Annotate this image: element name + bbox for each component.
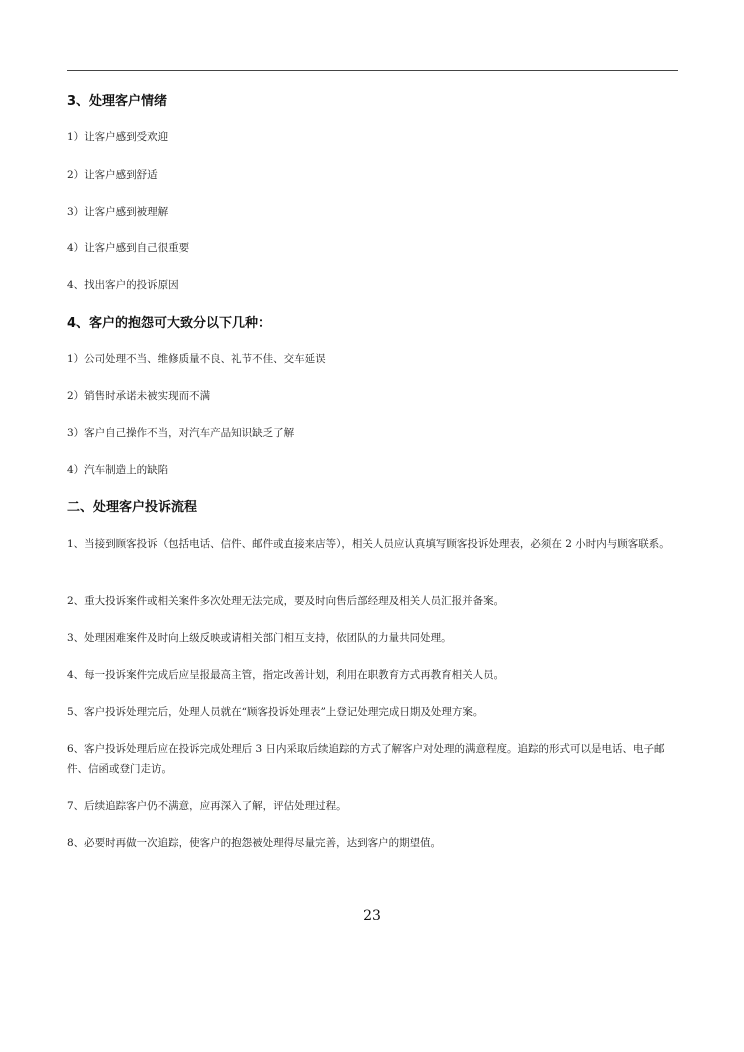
- list-item: 7、后续追踪客户仍不满意，应再深入了解，评估处理过程。: [67, 800, 347, 812]
- header-rule: [67, 70, 678, 71]
- list-item: 4）汽车制造上的缺陷: [67, 464, 169, 476]
- section-heading: 3、处理客户情绪: [67, 94, 168, 109]
- list-item: 2）让客户感到舒适: [67, 169, 158, 181]
- section-heading: 4、客户的抱怨可大致分以下几种：: [67, 316, 272, 331]
- list-item: 1）公司处理不当、维修质量不良、礼节不佳、交车延误: [67, 353, 326, 365]
- list-item: 5、客户投诉处理完后，处理人员就在“顾客投诉处理表”上登记处理完成日期及处理方案。: [67, 706, 484, 718]
- section-heading: 二、处理客户投诉流程: [67, 500, 198, 515]
- list-item: 3、处理困难案件及时向上级反映或请相关部门相互支持，依团队的力量共同处理。: [67, 632, 452, 644]
- list-item: 3）让客户感到被理解: [67, 206, 169, 218]
- list-item: 3）客户自己操作不当，对汽车产品知识缺乏了解: [67, 427, 295, 439]
- list-item: 4）让客户感到自己很重要: [67, 242, 190, 254]
- list-item: 1）让客户感到受欢迎: [67, 131, 169, 143]
- page-number: 23: [363, 908, 381, 924]
- list-item: 8、必要时再做一次追踪，使客户的抱怨被处理得尽量完善，达到客户的期望值。: [67, 837, 442, 849]
- list-item: 1、当接到顾客投诉（包括电话、信件、邮件或直接来店等），相关人员应认真填写顾客投诉处理表，必须在 2 小时内与顾客联系。: [67, 538, 670, 550]
- list-item: 2）销售时承诺未被实现而不满: [67, 390, 211, 402]
- list-item: 4、找出客户的投诉原因: [67, 279, 179, 291]
- list-item: 6、客户投诉处理后应在投诉完成处理后 3 日内采取后续追踪的方式了解客户对处理的满意程度。追踪的形式可以是电话、电子邮件、信函或登门走访。: [67, 743, 665, 775]
- list-item: 2、重大投诉案件或相关案件多次处理无法完成，要及时向售后部经理及相关人员汇报并备案。: [67, 595, 505, 607]
- list-item: 4、每一投诉案件完成后应呈报最高主管，指定改善计划，利用在职教育方式再教育相关人员。: [67, 669, 505, 681]
